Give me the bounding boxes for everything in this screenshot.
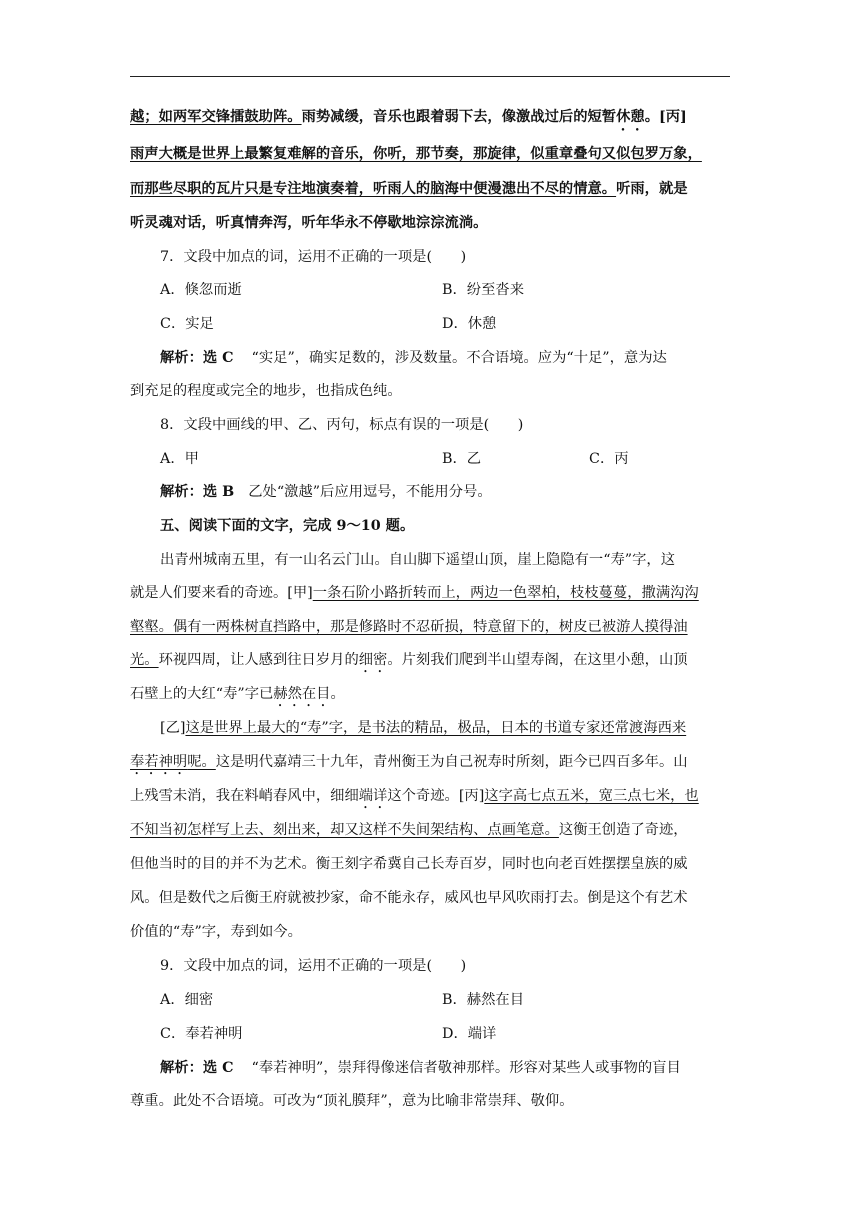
q8-option-b: B．乙 [442,451,482,467]
q9-option-c: C．奉若神明 [160,1026,243,1042]
q8-option-c: C．丙 [589,451,629,467]
passage1-line1: 越；如两军交锋擂鼓助阵。雨势减缓，音乐也跟着弱下去，像激战过后的短暂休憩。[丙] [130,109,687,125]
passage3-line4: 不知当初怎样写上去、刻出来，却又这样不失间架结构、点画笔意。这衡王创造了奇迹， [130,822,688,838]
passage2-line2: 就是人们要来看的奇迹。[甲]一条石阶小路折转而上，两边一色翠柏，枝枝蔓蔓，撒满沟沟 [130,585,699,601]
q7-option-a: A．倏忽而逝 [160,282,242,298]
section5-heading: 五、阅读下面的文字，完成 9～10 题。 [160,518,415,534]
passage3-line1: [乙]这是世界上最大的“寿”字，是书法的精品，极品，日本的书道专家还常渡海西来 [160,720,687,736]
passage3-line3: 上残雪未消，我在料峭春风中，细细端详这个奇迹。[丙]这字高七点五米，宽三点七米，也 [130,788,699,804]
q7-option-b: B．纷至沓来 [442,282,524,298]
q7-option-d: D．休憩 [442,316,497,332]
q7-explanation-line1: 解析：选 C “实足”，确实足数的，涉及数量。不合语境。应为“十足”，意为达 [160,350,667,366]
q8-stem: 8．文段中画线的甲、乙、丙句，标点有误的一项是( ) [160,417,524,433]
q9-option-b: B．赫然在目 [442,992,524,1008]
q7-explanation-line2: 到充足的程度或完全的地步，也指成色纯。 [130,383,402,399]
passage3-line6: 风。但是数代之后衡王府就被抄家，命不能永存，威风也早风吹雨打去。倒是这个有艺术 [130,890,688,906]
passage1-line4: 听灵魂对话，听真情奔泻，听年华永不停歇地淙淙流淌。 [130,215,488,231]
passage3-line5: 但他当时的目的并不为艺术。衡王刻字希冀自己长寿百岁，同时也向老百姓摆摆皇族的威 [130,856,688,872]
q7-stem: 7．文段中加点的词，运用不正确的一项是( ) [160,249,467,265]
passage2-line4: 光。环视四周，让人感到往日岁月的细密。片刻我们爬到半山望寿阁，在这里小憩，山顶 [130,652,688,668]
q9-option-d: D．端详 [442,1026,497,1042]
passage2-line3: 壑壑。偶有一两株树直挡路中，那是修路时不忍斫损，特意留下的，树皮已被游人摸得油 [130,619,688,635]
q9-option-a: A．细密 [160,992,214,1008]
q8-option-a: A．甲 [160,451,199,467]
passage3-line2: 奉若神明呢。这是明代嘉靖三十九年，青州衡王为自己祝寿时所刻，距今已四百多年。山 [130,754,688,770]
passage2-line1: 出青州城南五里，有一山名云门山。自山脚下遥望山顶，崖上隐隐有一“寿”字，这 [160,552,676,568]
passage3-line7: 价值的“寿”字，寿到如今。 [130,924,302,940]
q8-explanation: 解析：选 B 乙处“激越”后应用逗号，不能用分号。 [160,484,492,500]
q9-stem: 9．文段中加点的词，运用不正确的一项是( ) [160,958,467,974]
header-rule [130,76,730,77]
q9-explanation-line1: 解析：选 C “奉若神明”，崇拜得像迷信者敬神那样。形容对某些人或事物的盲目 [160,1060,681,1076]
passage1-line2: 雨声大概是世界上最繁复难解的音乐，你听，那节奏，那旋律，似重章叠句又似包罗万象， [130,146,702,162]
q9-explanation-line2: 尊重。此处不合语境。可改为“顶礼膜拜”，意为比喻非常崇拜、敬仰。 [130,1093,574,1109]
q7-option-c: C．实足 [160,316,214,332]
passage2-line5: 石壁上的大红“寿”字已赫然在目。 [130,686,345,702]
passage1-line3: 而那些尽职的瓦片只是专注地演奏着，听雨人的脑海中便漫漶出不尽的情意。听雨，就是 [130,181,688,197]
